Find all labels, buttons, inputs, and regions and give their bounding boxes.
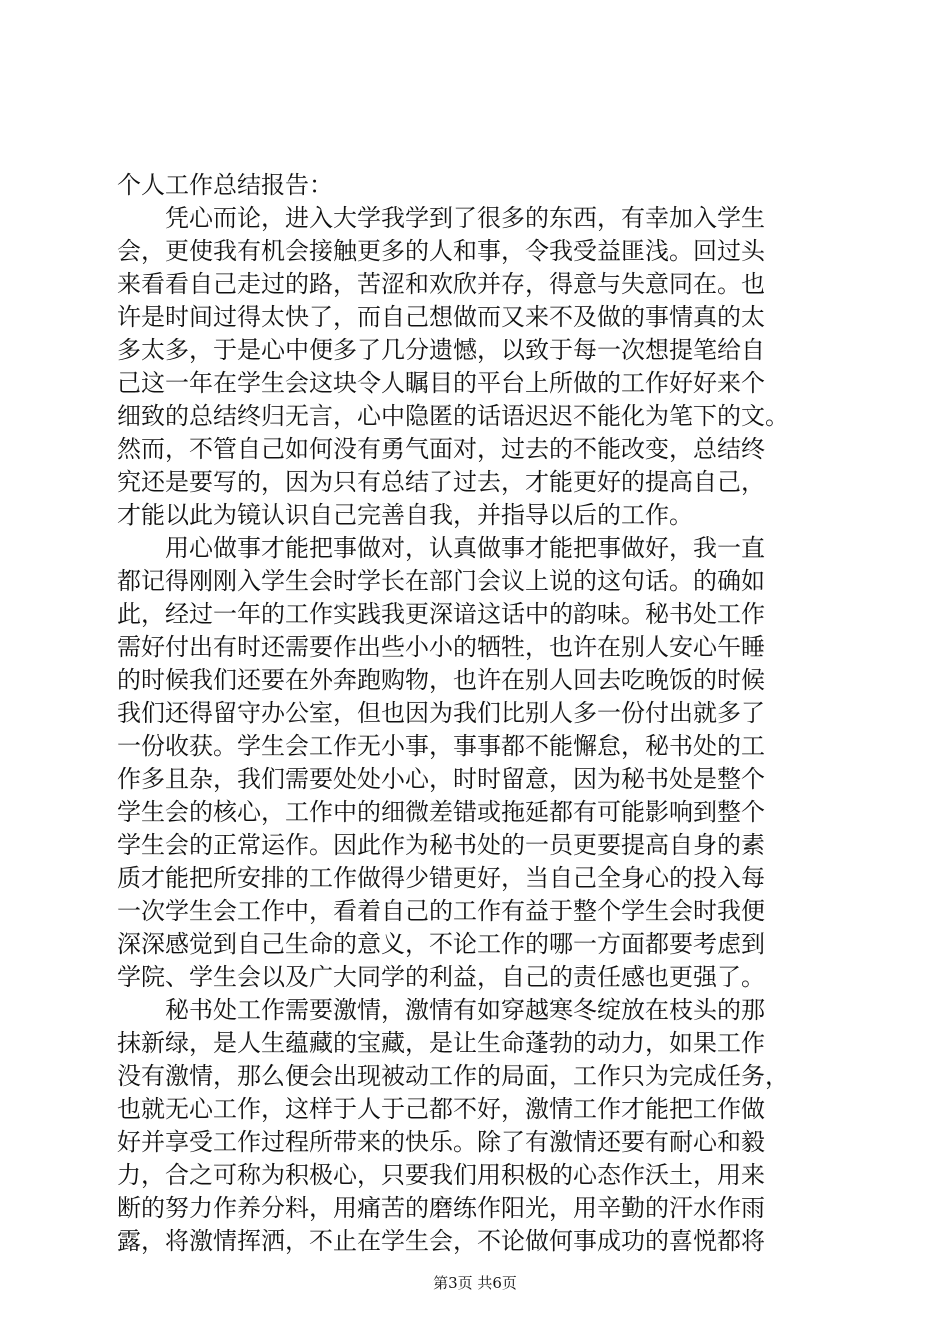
text-line: 力，合之可称为积极心，只要我们用积极的心态作沃土，用来 [117, 1161, 765, 1189]
text-line: 此，经过一年的工作实践我更深谙这话中的韵味。秘书处工作 [117, 600, 765, 628]
document-heading: 个人工作总结报告： [117, 171, 333, 199]
text-line: 我们还得留守办公室，但也因为我们比别人多一份付出就多了 [117, 699, 765, 727]
text-line: 质才能把所安排的工作做得少错更好，当自己全身心的投入每 [117, 864, 765, 892]
text-line: 细致的总结终归无言，心中隐匿的话语迟迟不能化为笔下的文。 [117, 402, 789, 430]
text-line: 然而，不管自己如何没有勇气面对，过去的不能改变，总结终 [117, 435, 765, 463]
text-line: 一份收获。学生会工作无小事，事事都不能懈怠，秘书处的工 [117, 732, 765, 760]
text-line: 都记得刚刚入学生会时学长在部门会议上说的这句话。的确如 [117, 567, 765, 595]
text-line: 的时候我们还要在外奔跑购物，也许在别人回去吃晚饭的时候 [117, 666, 765, 694]
text-line: 秘书处工作需要激情，激情有如穿越寒冬绽放在枝头的那 [117, 996, 765, 1024]
text-line: 才能以此为镜认识自己完善自我，并指导以后的工作。 [117, 501, 693, 529]
document-body [117, 169, 833, 1258]
text-line: 究还是要写的，因为只有总结了过去，才能更好的提高自己， [117, 468, 765, 496]
text-line: 深深感觉到自己生命的意义，不论工作的哪一方面都要考虑到 [117, 930, 765, 958]
text-line: 己这一年在学生会这块令人瞩目的平台上所做的工作好好来个 [117, 369, 765, 397]
text-line: 多太多，于是心中便多了几分遗憾，以致于每一次想提笔给自 [117, 336, 765, 364]
paragraph [117, 202, 833, 532]
text-line: 需好付出有时还需要作出些小小的牺牲，也许在别人安心午睡 [117, 633, 765, 661]
text-line: 没有激情，那么便会出现被动工作的局面，工作只为完成任务， [117, 1062, 789, 1090]
text-line: 好并享受工作过程所带来的快乐。除了有激情还要有耐心和毅 [117, 1128, 765, 1156]
page-number: 第3页 共6页 [433, 1274, 517, 1292]
text-line: 用心做事才能把事做对，认真做事才能把事做好，我一直 [117, 534, 765, 562]
paragraph [117, 994, 833, 1258]
text-line: 许是时间过得太快了，而自己想做而又来不及做的事情真的太 [117, 303, 765, 331]
paragraph [117, 532, 833, 994]
text-line: 抹新绿，是人生蕴藏的宝藏，是让生命蓬勃的动力，如果工作 [117, 1029, 765, 1057]
text-line: 也就无心工作，这样于人于己都不好，激情工作才能把工作做 [117, 1095, 765, 1123]
text-line: 作多且杂，我们需要处处小心，时时留意，因为秘书处是整个 [117, 765, 765, 793]
text-line: 学生会的核心，工作中的细微差错或拖延都有可能影响到整个 [117, 798, 765, 826]
text-line: 学生会的正常运作。因此作为秘书处的一员更要提高自身的素 [117, 831, 765, 859]
text-line: 学院、学生会以及广大同学的利益，自己的责任感也更强了。 [117, 963, 765, 991]
text-line: 露，将激情挥洒，不止在学生会，不论做何事成功的喜悦都将 [117, 1227, 765, 1255]
text-line: 来看看自己走过的路，苦涩和欢欣并存，得意与失意同在。也 [117, 270, 765, 298]
text-line: 断的努力作养分料，用痛苦的磨练作阳光，用辛勤的汗水作雨 [117, 1194, 765, 1222]
text-line: 凭心而论，进入大学我学到了很多的东西，有幸加入学生 [117, 204, 765, 232]
text-line: 一次学生会工作中，看着自己的工作有益于整个学生会时我便 [117, 897, 765, 925]
text-line: 会，更使我有机会接触更多的人和事，令我受益匪浅。回过头 [117, 237, 765, 265]
paragraph-list [117, 202, 833, 1258]
